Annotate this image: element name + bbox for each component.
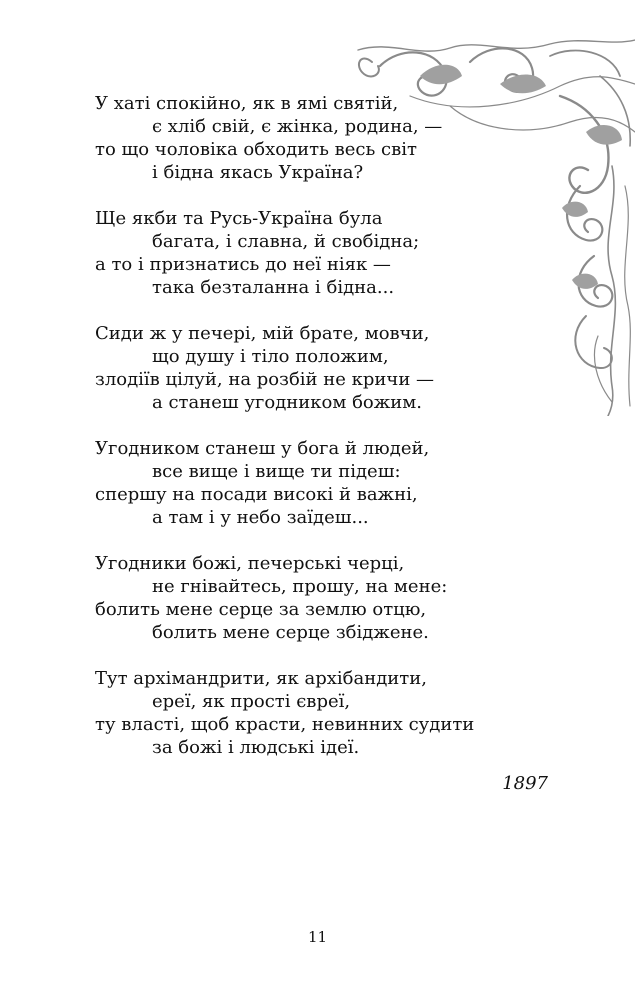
poem-line: ереї, як прості євреї, [152, 691, 351, 712]
poem-line: злодіїв цілуй, на розбій не кричи — [95, 369, 435, 390]
stanza [95, 92, 535, 184]
poem-line: все вище і вище ти підеш: [152, 461, 401, 482]
poem-line: У хаті спокійно, як в ямі святій, [95, 93, 399, 114]
stanza [95, 437, 535, 529]
page-number: 11 [307, 928, 328, 946]
poem-line: Ще якби та Русь-Україна була [95, 208, 383, 229]
poem-line: і бідна якась Україна? [152, 162, 364, 183]
poem-line: Угодником станеш у бога й людей, [95, 438, 430, 459]
poem-line: за божі і людські ідеї. [152, 737, 360, 758]
stanza [95, 667, 535, 759]
poem-line: а станеш угодником божим. [152, 392, 423, 413]
poem-line: болить мене серце за землю отцю, [95, 599, 427, 620]
poem-line: багата, і славна, й свобідна; [152, 231, 420, 252]
poem-line: ту власті, щоб красти, невинних судити [95, 714, 475, 735]
poem-line: а там і у небо заїдеш... [152, 507, 369, 528]
poem-line: спершу на посади високі й важні, [95, 484, 418, 505]
poem-line: така безталанна і бідна... [152, 277, 395, 298]
poem-line: то що чоловіка обходить весь світ [95, 139, 417, 160]
stanza [95, 552, 535, 644]
poem-line: Тут архімандрити, як архібандити, [95, 668, 427, 689]
poem-line: що душу і тіло положим, [152, 346, 389, 367]
poem [95, 92, 535, 782]
poem-line: не гнівайтесь, прошу, на мене: [152, 576, 448, 597]
stanza [95, 322, 535, 414]
poem-line: а то і признатись до неї ніяк — [95, 254, 391, 275]
poem-line: болить мене серце збіджене. [152, 622, 429, 643]
stanza [95, 207, 535, 299]
poem-date: 1897 [502, 773, 548, 794]
poem-line: є хліб свій, є жінка, родина, — [152, 116, 443, 137]
poem-line: Угодники божі, печерські черці, [95, 553, 405, 574]
poem-line: Сиди ж у печері, мій брате, мовчи, [95, 323, 430, 344]
